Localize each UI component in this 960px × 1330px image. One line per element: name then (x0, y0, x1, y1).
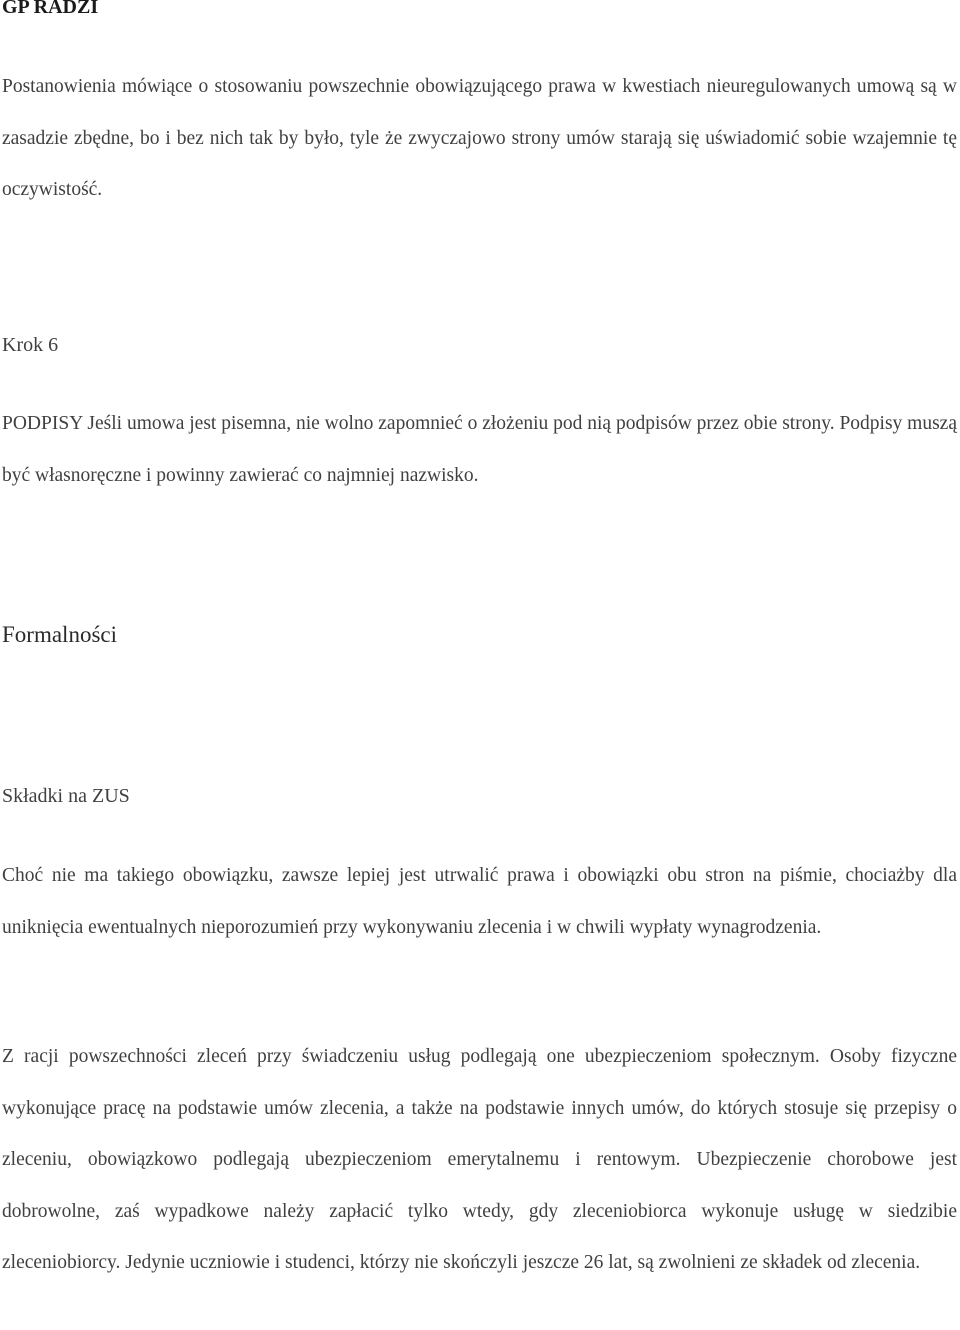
body-paragraph: Z racji powszechności zleceń przy świadczeniu usług podlegają one ubezpieczeniom społecznym. Osoby fizyczne wykonujące pracę na podstawie umów zlecenia, a także na podstawie innych umów, do których stosuje się przepisy o zleceniu, obowiązkowo podlegają ubezpieczeniom emerytalnemu i rentowym. Ubezpieczenie chorobowe jest dobrowolne, zaś wypadkowe należy zapłacić tylko wtedy, gdy zleceniobiorca wykonuje usługę w siedzibie zleceniobiorcy. Jedynie uczniowie i studenci, którzy nie skończyli jeszcze 26 lat, są zwolnieni ze składek od zlecenia. (2, 1046, 957, 1273)
step-label: Krok 6 (2, 334, 59, 356)
subsection-title: Składki na ZUS (2, 785, 130, 807)
signatures-paragraph: PODPISY Jeśli umowa jest pisemna, nie wolno zapomnieć o złożeniu pod nią podpisów przez obie strony. Podpisy muszą być własnoręczne i powinny zawierać co najmniej nazwisko. (2, 413, 957, 486)
section-title: Formalności (2, 622, 117, 647)
body-paragraph: Choć nie ma takiego obowiązku, zawsze lepiej jest utrwalić prawa i obowiązki obu stron na piśmie, chociażby dla uniknięcia ewentualnych nieporozumień przy wykonywaniu zlecenia i w chwili wypłaty wynagrodzenia. (2, 865, 957, 938)
intro-paragraph: Postanowienia mówiące o stosowaniu powszechnie obowiązującego prawa w kwestiach nieuregulowanych umową są w zasadzie zbędne, bo i bez nich tak by było, tyle że zwyczajowo strony umów starają się uświadomić sobie wzajemnie tę oczywistość. (2, 76, 957, 200)
page-heading: GP RADZI (2, 0, 99, 18)
